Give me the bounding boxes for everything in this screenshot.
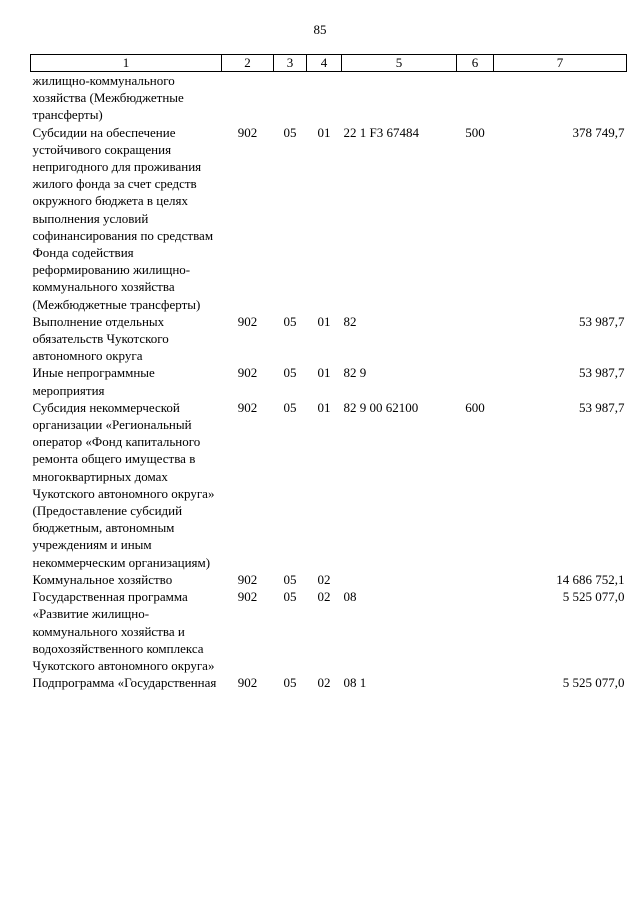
row-target-article [342,72,457,124]
row-admin-code: 902 [237,313,258,329]
header-row [31,55,627,72]
row-name: Субсидия некоммерческой организации «Региональный оператор «Фонд капитального ремонта общего имущества в многоквартирных домах Чукотского автономного округа» (Предоставление субсидий бюджетным, автономным учреждениям и иным некоммерческим организациям) [32,399,215,570]
column-header: 6 [457,55,494,72]
table-row [31,674,627,691]
column-header: 7 [494,55,627,72]
row-subsection [307,72,342,124]
table-row [31,72,627,124]
row-admin-code: 902 [237,124,258,140]
row-subsection: 02 [317,571,331,587]
row-target-article [342,571,457,588]
row-expense-type [457,313,494,365]
row-amount [494,72,627,124]
row-expense-type [457,364,494,398]
row-amount: 14 686 752,1 [556,571,625,587]
row-name: Субсидии на обеспечение устойчивого сокращения непригодного для проживания жилого фонда за счет средств окружного бюджета в целях выполнения условий софинансирования по средствам Фонда содействия реформированию жилищно-коммунального хозяйства (Межбюджетные трансферты) [32,124,214,312]
column-header: 3 [274,55,307,72]
row-admin-code: 902 [237,571,258,587]
row-name: Коммунальное хозяйство [32,571,173,587]
row-expense-type [457,588,494,674]
column-header: 1 [31,55,222,72]
row-section: 05 [283,571,297,587]
row-section: 05 [283,399,297,415]
row-section: 05 [283,124,297,140]
table-row [31,588,627,674]
row-name: жилищно-коммунального хозяйства (Межбюджетные трансферты) [32,73,184,123]
row-section: 05 [283,589,297,605]
row-expense-type: 600 [465,399,485,415]
row-target-article: 22 1 F3 67484 [343,124,419,140]
row-subsection: 01 [317,365,331,381]
column-header: 2 [222,55,274,72]
row-admin-code: 902 [237,399,258,415]
row-expense-type [457,571,494,588]
row-admin-code: 902 [237,675,258,691]
row-name: Государственная программа «Развитие жилищно-коммунального хозяйства и водохозяйственного комплекса Чукотского автономного округа» [32,589,215,673]
row-subsection: 01 [317,313,331,329]
row-expense-type [457,72,494,124]
row-section: 05 [283,675,297,691]
column-header: 4 [307,55,342,72]
column-header: 5 [342,55,457,72]
row-amount: 53 987,7 [579,313,625,329]
row-target-article: 82 9 [343,365,367,381]
row-amount: 53 987,7 [579,399,625,415]
row-target-article: 08 [343,589,357,605]
row-admin-code: 902 [237,589,258,605]
row-section: 05 [283,365,297,381]
row-section: 05 [283,313,297,329]
row-name: Выполнение отдельных обязательств Чукотского автономного округа [32,313,169,364]
row-expense-type: 500 [465,124,485,140]
table-row [31,399,627,571]
row-target-article: 82 [343,313,357,329]
row-name: Иные непрограммные мероприятия [32,365,155,398]
row-name: Подпрограмма «Государственная [32,675,217,691]
row-amount: 53 987,7 [579,365,625,381]
row-admin-code: 902 [237,365,258,381]
table-row [31,124,627,313]
table-row [31,364,627,398]
row-amount: 5 525 077,0 [562,675,625,691]
row-subsection: 02 [317,675,331,691]
row-target-article: 08 1 [343,675,367,691]
row-amount: 378 749,7 [572,124,625,140]
page-number: 85 [313,22,327,37]
row-section [274,72,307,124]
row-admin-code [222,72,274,124]
row-subsection: 01 [317,124,331,140]
table-row [31,571,627,588]
row-amount: 5 525 077,0 [562,589,625,605]
row-expense-type [457,674,494,691]
budget-table [30,54,627,691]
row-subsection: 01 [317,399,331,415]
table-row [31,313,627,365]
row-subsection: 02 [317,589,331,605]
row-target-article: 82 9 00 62100 [343,399,419,415]
